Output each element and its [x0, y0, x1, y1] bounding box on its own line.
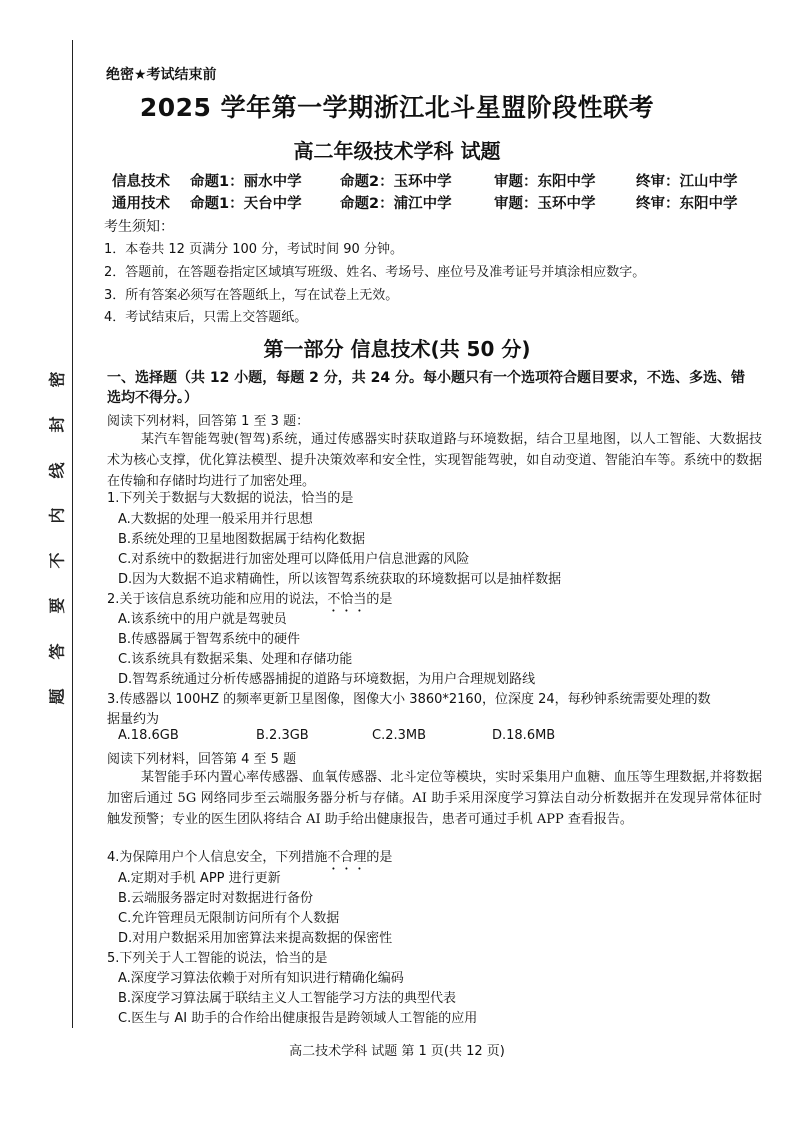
reviewer: 审题：东阳中学: [494, 174, 596, 190]
binding-char: 内: [47, 507, 67, 524]
binding-char: 答: [47, 643, 67, 660]
emphasized-term: 不恰当: [327, 592, 367, 607]
section-heading: 一、选择题（共 12 小题，每题 2 分，共 24 分。每小题只有一个选项符合题目要求，不选、多选、错选均不得分。）: [107, 370, 745, 406]
stem-text: 2.关于该信息系统功能和应用的说法，: [107, 592, 328, 607]
subject-label: 通用技术: [112, 196, 170, 212]
exam-title: 2025 学年第一学期浙江北斗星盟阶段性联考: [139, 93, 655, 122]
option: A.定期对手机 APP 进行更新: [118, 871, 281, 886]
material-passage-2: 某智能手环内置心率传感器、血氧传感器、北斗定位等模块，实时采集用户血糖、血压等生理数据,并将数据加密后通过 5G 网络同步至云端服务器分析与存储。AI 助手采用深度学习算法自动分析数据并在发现异常体征时触发预警；专业的医生团队将结合 AI 助手给出健康报告，患者可通过手机 APP 查看报告。: [107, 770, 762, 827]
option: B.传感器属于智驾系统中的硬件: [118, 632, 301, 647]
binding-char: 密: [47, 371, 67, 388]
option: C.该系统具有数据采集、处理和存储功能: [118, 652, 353, 667]
final-reviewer: 终审：东阳中学: [636, 196, 738, 212]
binding-margin-text: [46, 368, 66, 708]
confidential-mark: 绝密★考试结束前: [106, 67, 217, 83]
part-title: 第一部分 信息技术(共 50 分): [263, 337, 531, 361]
author-2: 命题2：玉环中学: [340, 174, 452, 190]
option: A.大数据的处理一般采用并行思想: [118, 512, 313, 527]
option: D.对用户数据采用加密算法来提高数据的保密性: [118, 931, 393, 946]
stem-text: 4.为保障用户个人信息安全，下列措施: [107, 850, 328, 865]
option: D.智驾系统通过分析传感器捕捉的道路与环境数据，为用户合理规划路线: [118, 672, 536, 687]
option: B.深度学习算法属于联结主义人工智能学习方法的典型代表: [118, 991, 457, 1006]
option: B.2.3GB: [256, 728, 309, 743]
emphasized-term: 不合理: [327, 850, 367, 865]
subject-label: 信息技术: [112, 174, 170, 190]
author-1: 命题1：天台中学: [190, 196, 302, 212]
reading-instruction: 阅读下列材料，回答第 1 至 3 题：: [107, 414, 310, 429]
option: A.该系统中的用户就是驾驶员: [118, 612, 287, 627]
question-3-stem-cont: 据量约为: [107, 712, 160, 727]
question-3-stem: 3.传感器以 100HZ 的频率更新卫星图像，图像大小 3860*2160，位深度 24，每秒钟系统需要处理的数: [107, 692, 711, 707]
reviewer: 审题：玉环中学: [494, 196, 596, 212]
question-1-stem: 1.下列关于数据与大数据的说法，恰当的是: [107, 491, 354, 506]
binding-char: 要: [47, 597, 67, 614]
notice-item: 1．本卷共 12 页满分 100 分，考试时间 90 分钟。: [104, 242, 403, 257]
option: B.云端服务器定时对数据进行备份: [118, 891, 314, 906]
final-reviewer: 终审：江山中学: [636, 174, 738, 190]
stem-text: 的是: [366, 850, 393, 865]
option: D.因为大数据不追求精确性，所以该智驾系统获取的环境数据可以是抽样数据: [118, 572, 562, 587]
notice-title: 考生须知：: [104, 219, 174, 235]
option: A.深度学习算法依赖于对所有知识进行精确化编码: [118, 971, 404, 986]
author-2: 命题2：浦江中学: [340, 196, 452, 212]
page-footer: 高二技术学科 试题 第 1 页(共 12 页): [289, 1044, 505, 1059]
option: B.系统处理的卫星地图数据属于结构化数据: [118, 532, 366, 547]
option: C.医生与 AI 助手的合作给出健康报告是跨领域人工智能的应用: [118, 1011, 478, 1026]
option: C.2.3MB: [372, 728, 427, 743]
notice-item: 2．答题前，在答题卷指定区域填写班级、姓名、考场号、座位号及准考证号并填涂相应数字。: [104, 265, 646, 280]
option: A.18.6GB: [118, 728, 179, 743]
binding-char: 线: [47, 462, 67, 479]
binding-char: 封: [47, 416, 67, 433]
binding-char: 不: [47, 552, 67, 569]
binding-line: [72, 40, 73, 1028]
author-1: 命题1：丽水中学: [190, 174, 302, 190]
exam-subtitle: 高二年级技术学科 试题: [293, 139, 501, 163]
notice-item: 4．考试结束后，只需上交答题纸。: [104, 310, 308, 325]
stem-text: 的是: [366, 592, 393, 607]
reading-instruction: 阅读下列材料，回答第 4 至 5 题: [107, 752, 297, 767]
binding-char: 题: [47, 688, 67, 705]
notice-item: 3．所有答案必须写在答题纸上，写在试卷上无效。: [104, 288, 399, 303]
question-5-stem: 5.下列关于人工智能的说法，恰当的是: [107, 951, 328, 966]
option: C.对系统中的数据进行加密处理可以降低用户信息泄露的风险: [118, 552, 470, 567]
option: D.18.6MB: [492, 728, 556, 743]
material-passage-1: 某汽车智能驾驶(智驾)系统，通过传感器实时获取道路与环境数据，结合卫星地图，以人工智能、大数据技术为核心支撑，优化算法模型、提升决策效率和安全性，实现智能驾驶，如自动变道、智能泊车等。系统中的数据在传输和存储时均进行了加密处理。: [107, 432, 762, 489]
option: C.允许管理员无限制访问所有个人数据: [118, 911, 340, 926]
